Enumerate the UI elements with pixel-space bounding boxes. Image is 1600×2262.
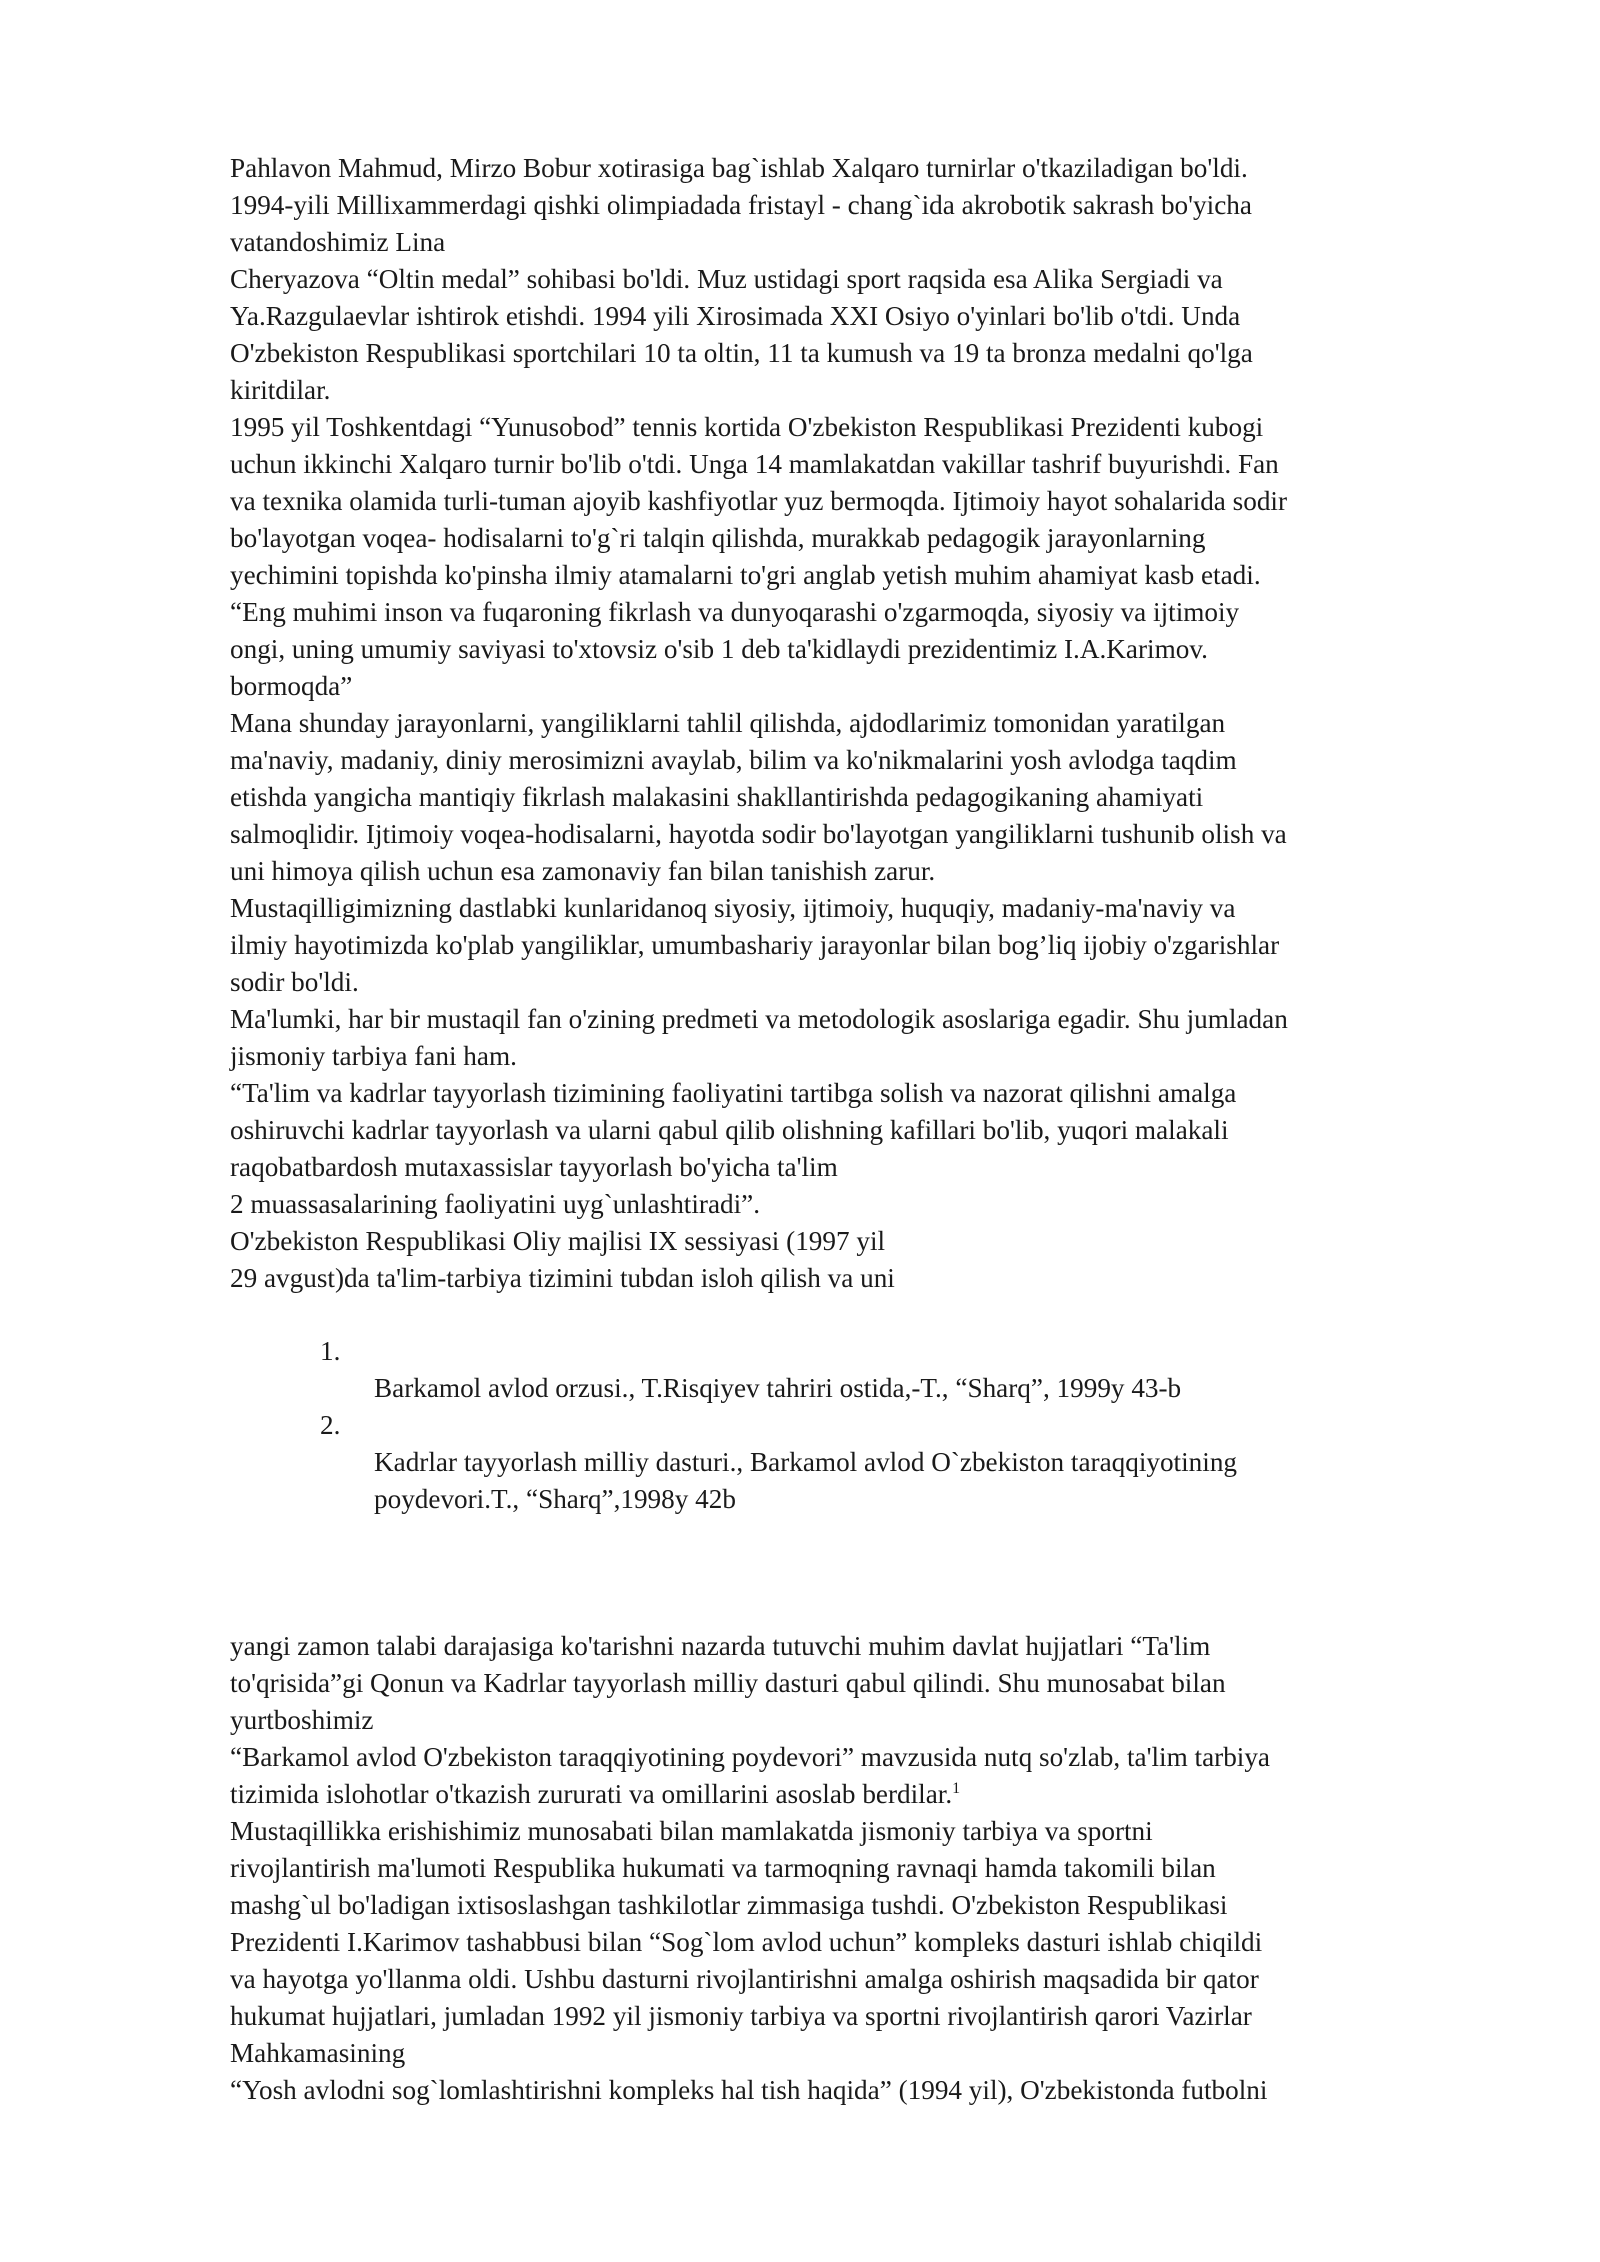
text-line: ilmiy hayotimizda ko'plab yangiliklar, umumbashariy jarayonlar bilan bog’liq ijobiy o'zgarishlar (230, 930, 1280, 960)
text-line: Cheryazova “Oltin medal” sohibasi bo'ldi. Muz ustidagi sport raqsida esa Alika Sergiadi va (230, 264, 1223, 294)
text-line: “Ta'lim va kadrlar tayyorlash tizimining faoliyatini tartibga solish va nazorat qilishni amalga (230, 1078, 1237, 1108)
text-line: “Eng muhimi inson va fuqaroning fikrlash va dunyoqarashi o'zgarmoqda, siyosiy va ijtimoiy (230, 597, 1240, 627)
text-line: uchun ikkinchi Xalqaro turnir bo'lib o'tdi. Unga 14 mamlakatdan vakillar tashrif buyurishdi. Fan (230, 449, 1279, 479)
footnote-text: Kadrlar tayyorlash milliy dasturi., Barkamol avlod O`zbekiston taraqqiyotining (374, 1447, 1238, 1477)
text-line: mashg`ul bo'ladigan ixtisoslashgan tashkilotlar zimmasiga tushdi. O'zbekiston Respublikasi (230, 1890, 1228, 1920)
text-line: yechimini topishda ko'pinsha ilmiy atamalarni to'gri anglab yetish muhim ahamiyat kasb etadi. (230, 560, 1261, 590)
footnote-item (278, 1407, 1490, 1518)
text-line: to'qrisida”gi Qonun va Kadrlar tayyorlash milliy dasturi qabul qilindi. Shu munosabat bilan (230, 1668, 1226, 1698)
text-line: “Yosh avlodni sog`lomlashtirishni kompleks hal tish haqida” (1994 yil), O'zbekistonda futbolni (230, 2075, 1268, 2105)
text-line: etishda yangicha mantiqiy fikrlash malakasini shakllantirishda pedagogikaning ahamiyati (230, 782, 1204, 812)
text-line: 2 muassasalarining faoliyatini uyg`unlashtiradi”. (230, 1189, 761, 1219)
text-line: yurtboshimiz (230, 1705, 374, 1735)
text-line: bormoqda” (230, 671, 353, 701)
text-line: raqobatbardosh mutaxassislar tayyorlash bo'yicha ta'lim (230, 1152, 838, 1182)
footnote-ref: 1 (952, 1779, 961, 1797)
spacer (230, 1518, 1490, 1628)
spacer (230, 1297, 1490, 1333)
text-line: Mana shunday jarayonlarni, yangiliklarni tahlil qilishda, ajdodlarimiz tomonidan yaratilgan (230, 708, 1226, 738)
text-line: sodir bo'ldi. (230, 967, 359, 997)
footnote-number: 2. (320, 1410, 341, 1440)
text-line: uni himoya qilish uchun esa zamonaviy fan bilan tanishish zarur. (230, 856, 936, 886)
body-text-block-3 (230, 1813, 1490, 2109)
text-line: ongi, uning umumiy saviyasi to'xtovsiz o'sib 1 deb ta'kidlaydi prezidentimiz I.A.Karimov. (230, 634, 1208, 664)
text-line: jismoniy tarbiya fani ham. (230, 1041, 517, 1071)
text-line: Mahkamasining (230, 2038, 406, 2068)
text-line: Ya.Razgulaevlar ishtirok etishdi. 1994 yili Xirosimada XXI Osiyo o'yinlari bo'lib o'tdi. Unda (230, 301, 1241, 331)
text-line: kiritdilar. (230, 375, 331, 405)
text-line: 1995 yil Toshkentdagi “Yunusobod” tennis kortida O'zbekiston Respublikasi Prezidenti kubogi (230, 412, 1264, 442)
footnote-text: poydevori.T., “Sharq”,1998y 42b (374, 1484, 736, 1514)
body-text-block-1 (230, 150, 1490, 1297)
text-line: rivojlantirish ma'lumoti Respublika hukumati va tarmoqning ravnaqi hamda takomili bilan (230, 1853, 1216, 1883)
footnote-item (278, 1333, 1490, 1407)
text-line: hukumat hujjatlari, jumladan 1992 yil jismoniy tarbiya va sportni rivojlantirish qarori Vazirlar (230, 2001, 1252, 2031)
footnotes-list (278, 1333, 1490, 1518)
text-line: ma'naviy, madaniy, diniy merosimizni avaylab, bilim va ko'nikmalarini yosh avlodga taqdim (230, 745, 1237, 775)
text-line: bo'layotgan voqea- hodisalarni to'g`ri talqin qilishda, murakkab pedagogik jarayonlarning (230, 523, 1206, 553)
text-line: salmoqlidir. Ijtimoiy voqea-hodisalarni, hayotda sodir bo'layotgan yangiliklarni tushunib olish va (230, 819, 1287, 849)
text-line: va texnika olamida turli-tuman ajoyib kashfiyotlar yuz bermoqda. Ijtimoiy hayot sohalarida sodir (230, 486, 1288, 516)
text-line: Ma'lumki, har bir mustaqil fan o'zining predmeti va metodologik asoslariga egadir. Shu jumladan (230, 1004, 1288, 1034)
text-line: Mustaqillikka erishishimiz munosabati bilan mamlakatda jismoniy tarbiya va sportni (230, 1816, 1153, 1846)
document-page (230, 150, 1490, 2109)
text-line: 1994-yili Millixammerdagi qishki olimpiadada fristayl - chang`ida akrobotik sakrash bo'yicha (230, 190, 1252, 220)
text-line: “Barkamol avlod O'zbekiston taraqqiyotining poydevori” mavzusida nutq so'zlab, ta'lim tarbiya (230, 1742, 1271, 1772)
text-line: O'zbekiston Respublikasi Oliy majlisi IX sessiyasi (1997 yil (230, 1226, 886, 1256)
text-line: Prezidenti I.Karimov tashabbusi bilan “Sog`lom avlod uchun” kompleks dasturi ishlab chiqildi (230, 1927, 1263, 1957)
text-line: vatandoshimiz Lina (230, 227, 446, 257)
text-line: Pahlavon Mahmud, Mirzo Bobur xotirasiga bag`ishlab Xalqaro turnirlar o'tkaziladigan bo'ldi. (230, 153, 1248, 183)
footnote-text: Barkamol avlod orzusi., T.Risqiyev tahriri ostida,-T., “Sharq”, 1999y 43-b (374, 1373, 1182, 1403)
footnote-number: 1. (320, 1336, 341, 1366)
text-line: yangi zamon talabi darajasiga ko'tarishni nazarda tutuvchi muhim davlat hujjatlari “Ta'lim (230, 1631, 1211, 1661)
text-line-content: tizimida islohotlar o'tkazish zururati va omillarini asoslab berdilar. (230, 1779, 953, 1809)
text-line: Mustaqilligimizning dastlabki kunlaridanoq siyosiy, ijtimoiy, huquqiy, madaniy-ma'naviy va (230, 893, 1236, 923)
text-line: 29 avgust)da ta'lim-tarbiya tizimini tubdan isloh qilish va uni (230, 1263, 895, 1293)
text-line: O'zbekiston Respublikasi sportchilari 10 ta oltin, 11 ta kumush va 19 ta bronza medalni qo'lga (230, 338, 1253, 368)
text-line (230, 1776, 1490, 1813)
text-line: oshiruvchi kadrlar tayyorlash va ularni qabul qilib olishning kafillari bo'lib, yuqori malakali (230, 1115, 1229, 1145)
body-text-block-2 (230, 1628, 1490, 1813)
text-line: va hayotga yo'llanma oldi. Ushbu dasturni rivojlantirishni amalga oshirish maqsadida bir qator (230, 1964, 1259, 1994)
